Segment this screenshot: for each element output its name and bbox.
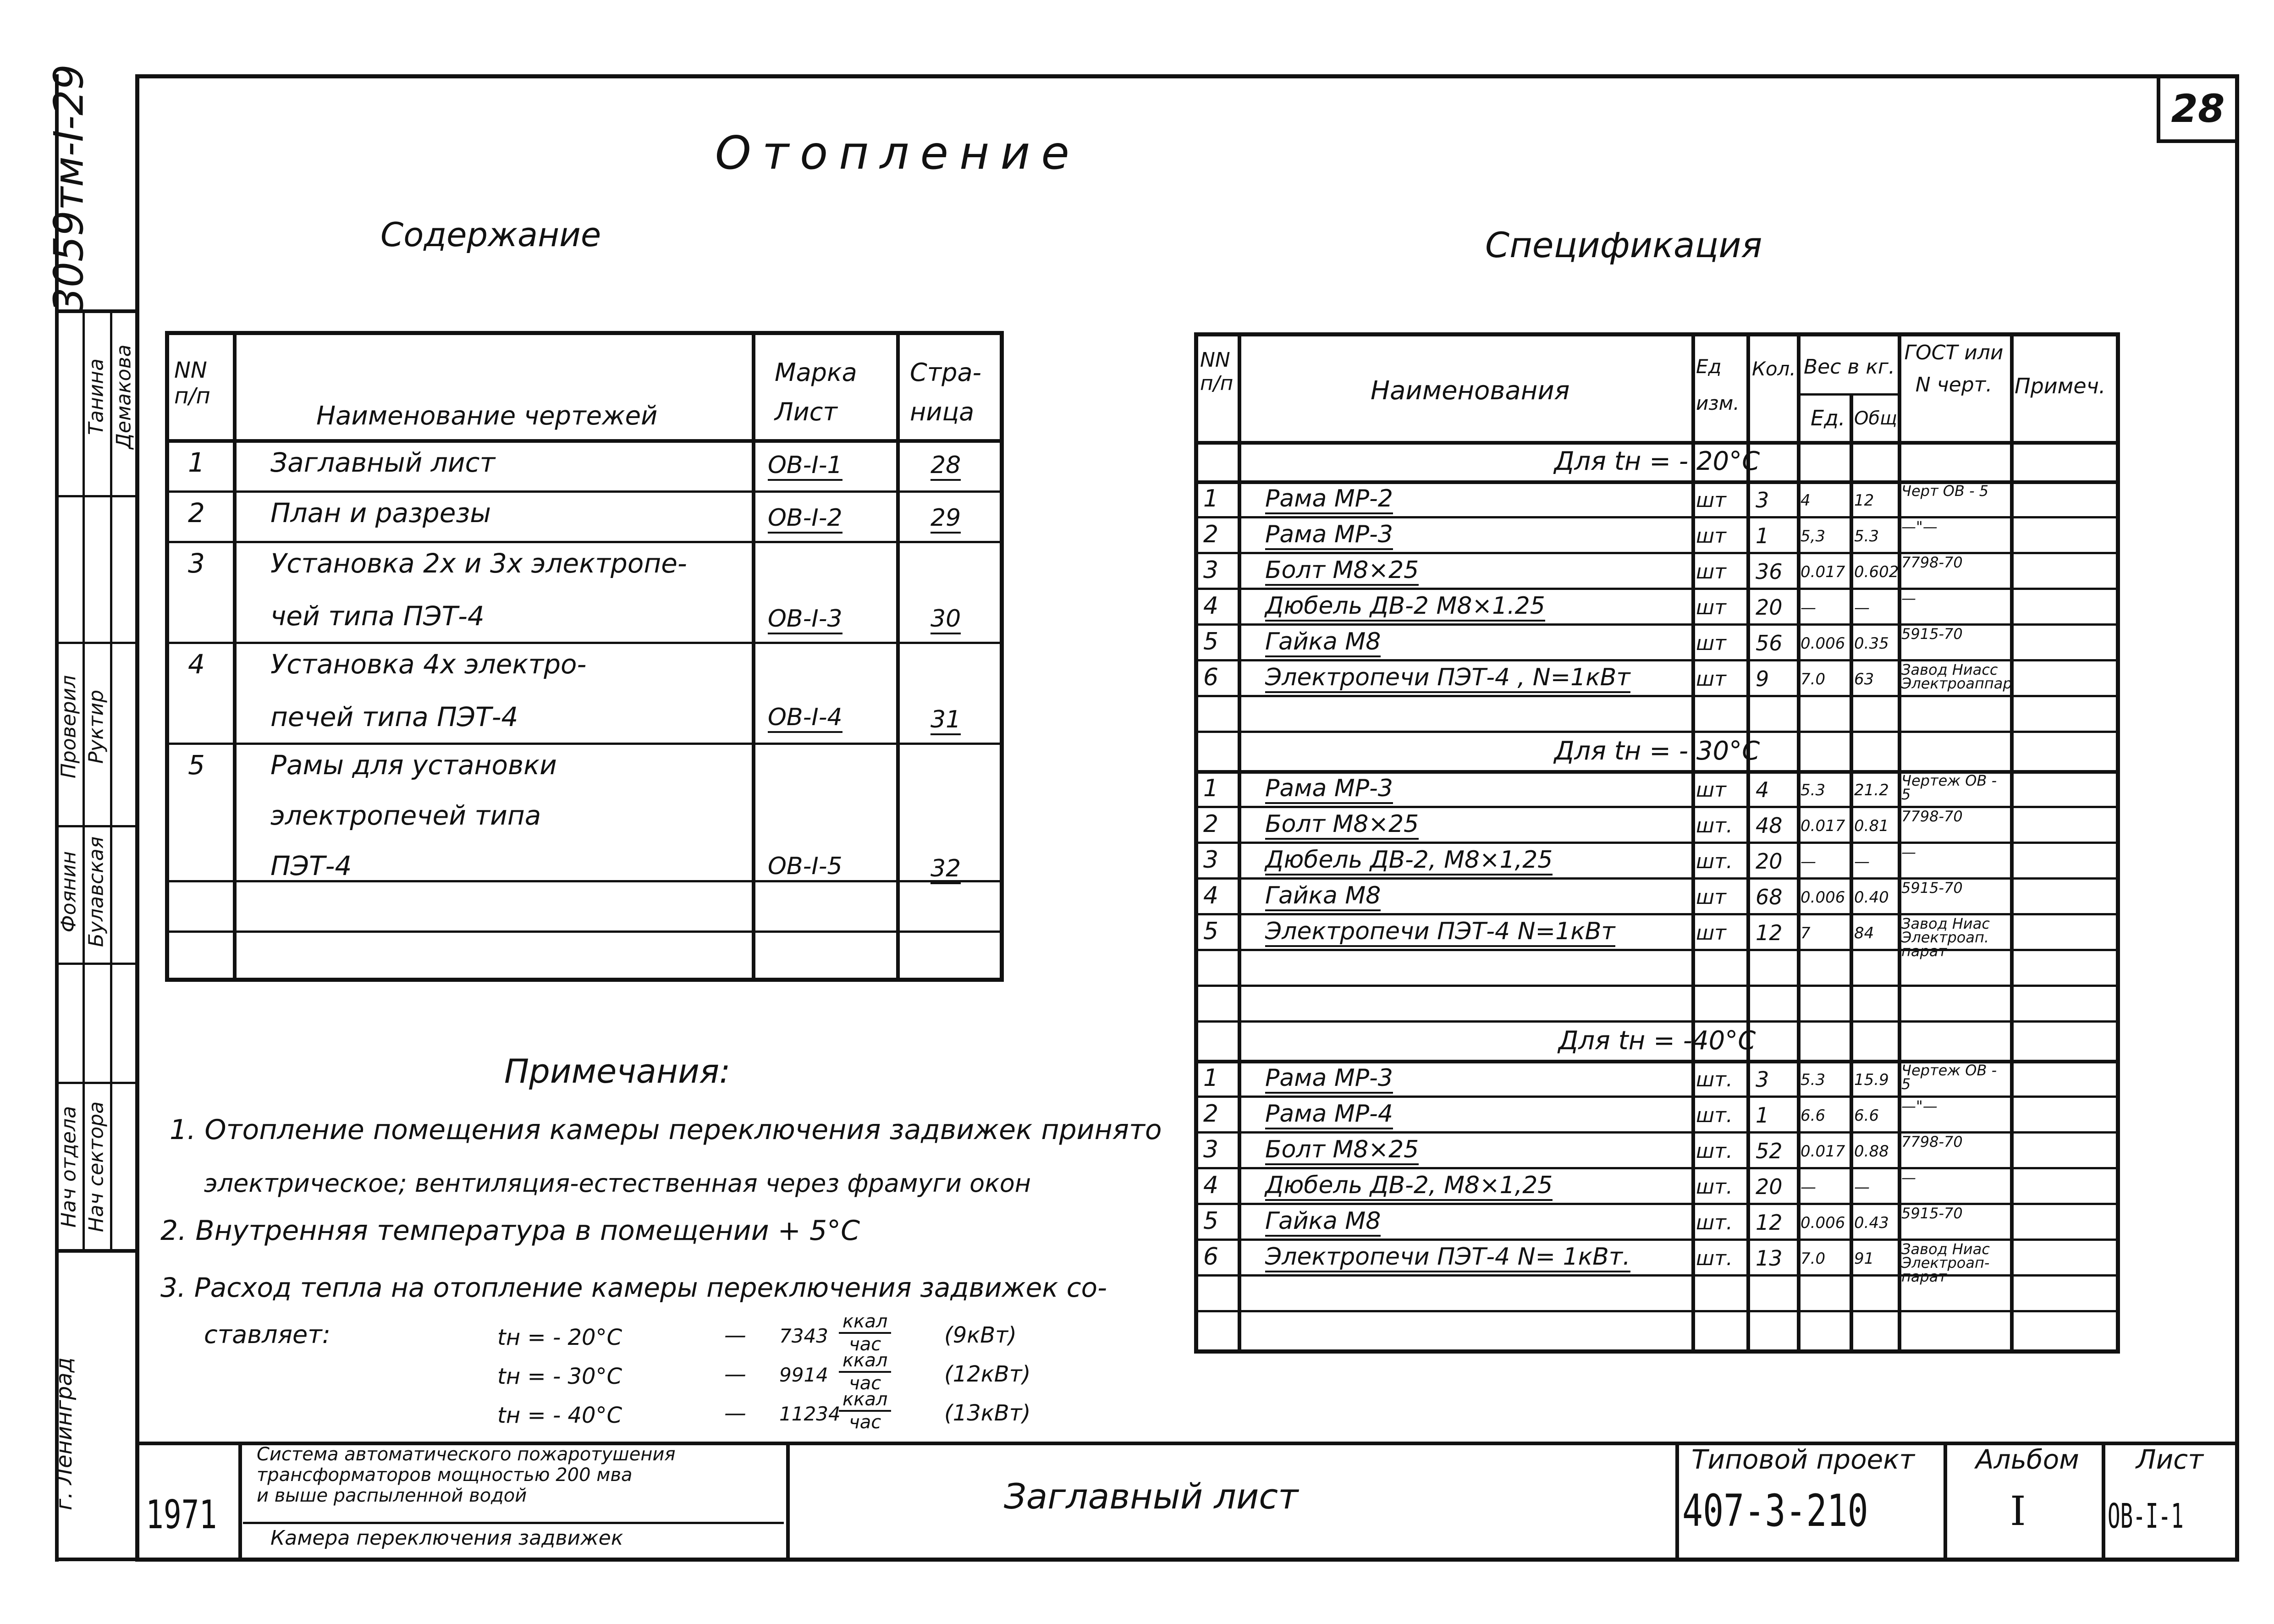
note-2: 2. Внутренняя температура в помещении + 5°С bbox=[160, 1215, 860, 1247]
spec-g3-r5-name: Гайка М8 bbox=[1265, 1207, 1381, 1237]
spec-rule bbox=[1194, 842, 2120, 844]
spec-g1-r3-n: 3 bbox=[1203, 556, 1219, 584]
calc-1-value: 7343 bbox=[779, 1325, 828, 1347]
contents-row-5-n: 5 bbox=[188, 749, 205, 781]
contents-row-3-page: 30 bbox=[931, 605, 961, 634]
contents-row-1-mark: ОВ-I-1 bbox=[768, 451, 842, 481]
spec-head-qty: Кол. bbox=[1752, 358, 1796, 380]
spec-g2-r5-unit: шт bbox=[1696, 921, 1726, 945]
contents-row-5-page: 32 bbox=[931, 855, 961, 884]
contents-row-3-n: 3 bbox=[188, 548, 205, 579]
spec-g3-r3-qty: 52 bbox=[1756, 1139, 1783, 1163]
sidebar-name-3: Фоянин bbox=[57, 851, 81, 933]
spec-g1-r2-w-unit: 5,3 bbox=[1800, 527, 1826, 545]
sidebar-bottom-rule bbox=[55, 1249, 135, 1253]
spec-g2-r1-w-unit: 5.3 bbox=[1800, 781, 1826, 799]
spec-g3-r1-n: 1 bbox=[1203, 1064, 1219, 1092]
sidebar-role-3: Проверил bbox=[57, 675, 81, 779]
spec-head-weight: Вес в кг. bbox=[1804, 355, 1895, 379]
calc-3-value: 11234 bbox=[779, 1403, 841, 1425]
spec-g3-r5-unit: шт. bbox=[1696, 1211, 1733, 1234]
page-number-box bbox=[2157, 74, 2239, 143]
note-1a: 1. Отопление помещения камеры переключения задвижек принято bbox=[170, 1114, 1162, 1146]
contents-row-1-name: Заглавный лист bbox=[270, 447, 496, 478]
sidebar-rule-1 bbox=[55, 495, 135, 497]
note-3b: ставляет: bbox=[204, 1320, 330, 1349]
spec-rule bbox=[1194, 877, 2120, 880]
sidebar-role-1: Нач отдела bbox=[57, 1106, 81, 1228]
spec-g2-r1-gost: Чертеж ОВ - 5 bbox=[1901, 772, 1997, 803]
spec-g1-r3-gost: 7798-70 bbox=[1901, 554, 1963, 571]
contents-head-name: Наименование чертежей bbox=[316, 401, 658, 431]
spec-g2-r5-gost: Завод Ниас Электроап. парат bbox=[1901, 915, 1990, 960]
contents-heading: Содержание bbox=[380, 215, 601, 254]
spec-g2-r4-w-total: 0.40 bbox=[1854, 888, 1889, 907]
city-label: г. Ленинград bbox=[51, 1357, 77, 1510]
spec-g2-r2-n: 2 bbox=[1203, 810, 1219, 838]
spec-g3-r6-gost: Завод Ниас Электроап- парат bbox=[1901, 1240, 1990, 1285]
contents-row-1-page: 28 bbox=[931, 451, 961, 481]
contents-row-2-page: 29 bbox=[931, 504, 961, 534]
spec-rule bbox=[1194, 516, 2120, 518]
spec-g3-r3-name: Болт М8×25 bbox=[1265, 1136, 1419, 1165]
spec-g1-r2-gost: —"— bbox=[1901, 518, 1938, 535]
contents-row-4-name: Установка 4х электро- bbox=[270, 649, 587, 680]
contents-row-5-name-3: ПЭТ-4 bbox=[270, 850, 352, 881]
calc-1-unit: ккал час bbox=[839, 1311, 891, 1355]
spec-g3-r4-w-total: — bbox=[1854, 1178, 1870, 1196]
spec-g3-r4-gost: — bbox=[1901, 1169, 1916, 1186]
spec-g2-r4-w-unit: 0.006 bbox=[1800, 888, 1845, 907]
spec-g1-r6-unit: шт bbox=[1696, 667, 1726, 691]
spec-g2-r5-n: 5 bbox=[1203, 918, 1219, 945]
sidebar-name-4: Булавская bbox=[84, 836, 108, 947]
sidebar-role-2: Нач сектора bbox=[84, 1101, 108, 1233]
spec-g3-r5-w-total: 0.43 bbox=[1854, 1214, 1889, 1232]
spec-g3-r1-gost: Чертеж ОВ - 5 bbox=[1901, 1062, 1997, 1093]
spec-g1-r6-n: 6 bbox=[1203, 664, 1219, 691]
contents-row-2-name: План и разрезы bbox=[270, 497, 491, 528]
spec-g1-r4-unit: шт bbox=[1696, 596, 1726, 619]
spec-g2-r4-qty: 68 bbox=[1756, 885, 1783, 909]
spec-g3-r2-unit: шт. bbox=[1696, 1104, 1733, 1127]
spec-g1-r1-qty: 3 bbox=[1756, 488, 1769, 512]
contents-row-4-name-2: печей типа ПЭТ-4 bbox=[270, 701, 518, 732]
spec-g3-r1-name: Рама МР-3 bbox=[1265, 1064, 1393, 1094]
spec-head-w-unit: Ед. bbox=[1811, 406, 1845, 430]
spec-rule bbox=[1194, 1096, 2120, 1098]
spec-g2-r1-n: 1 bbox=[1203, 775, 1219, 802]
spec-g3-r6-unit: шт. bbox=[1696, 1247, 1733, 1270]
spec-group-3-title: Для tн = -40°С bbox=[1558, 1026, 1756, 1056]
spec-g2-r3-qty: 20 bbox=[1756, 849, 1783, 874]
spec-g2-r1-unit: шт bbox=[1696, 778, 1726, 802]
spec-rule bbox=[1194, 731, 2120, 733]
contents-row-5-name: Рамы для установки bbox=[270, 749, 557, 781]
spec-g2-r5-name: Электропечи ПЭТ-4 N=1кВт bbox=[1265, 918, 1615, 947]
spec-g3-r3-w-unit: 0.017 bbox=[1800, 1142, 1845, 1161]
spec-g2-r2-name: Болт М8×25 bbox=[1265, 810, 1419, 840]
spec-g3-r1-w-total: 15.9 bbox=[1854, 1071, 1889, 1089]
spec-group-1-title: Для tн = - 20°С bbox=[1554, 446, 1760, 476]
spec-g1-r4-w-total: — bbox=[1854, 599, 1870, 617]
notes-heading: Примечания: bbox=[504, 1052, 731, 1090]
spec-g2-r5-w-total: 84 bbox=[1854, 924, 1874, 942]
spec-g1-r6-qty: 9 bbox=[1756, 666, 1769, 691]
spec-rule bbox=[1194, 623, 2120, 626]
spec-g1-r5-qty: 56 bbox=[1756, 631, 1783, 655]
sidebar-rule-4 bbox=[55, 963, 135, 965]
spec-g3-r5-n: 5 bbox=[1203, 1207, 1219, 1235]
sidebar-top-rule bbox=[55, 309, 135, 313]
spec-g3-r3-unit: шт. bbox=[1696, 1140, 1733, 1163]
page-number: 28 bbox=[2171, 86, 2225, 131]
spec-heading: Спецификация bbox=[1485, 225, 1762, 265]
contents-row-3-name: Установка 2х и 3х электропе- bbox=[270, 548, 687, 579]
contents-head-nn: NN п/п bbox=[174, 358, 210, 409]
spec-g1-r4-w-unit: — bbox=[1800, 599, 1816, 617]
stamp-year: 1971 bbox=[146, 1492, 217, 1538]
spec-g1-r2-n: 2 bbox=[1203, 521, 1219, 548]
calc-2-dash: — bbox=[724, 1361, 746, 1387]
spec-g1-r4-name: Дюбель ДВ-2 М8×1.25 bbox=[1265, 592, 1545, 622]
spec-g3-r5-w-unit: 0.006 bbox=[1800, 1214, 1845, 1232]
spec-g2-r3-unit: шт. bbox=[1696, 850, 1733, 873]
spec-rule bbox=[1194, 1131, 2120, 1134]
stamp-system-2: трансформаторов мощностью 200 мва bbox=[257, 1464, 633, 1486]
stamp-album-label: Альбом bbox=[1976, 1444, 2079, 1475]
spec-g3-r2-w-unit: 6.6 bbox=[1800, 1107, 1826, 1125]
spec-g3-r6-name: Электропечи ПЭТ-4 N= 1кВт. bbox=[1265, 1243, 1630, 1272]
spec-g1-r2-name: Рама МР-3 bbox=[1265, 521, 1393, 550]
spec-g1-r4-qty: 20 bbox=[1756, 595, 1783, 620]
calc-1-dash: — bbox=[724, 1322, 746, 1348]
calc-1-temp: tн = - 20°С bbox=[497, 1325, 622, 1350]
spec-g3-r5-gost: 5915-70 bbox=[1901, 1205, 1963, 1222]
spec-head-name: Наименования bbox=[1371, 376, 1570, 406]
spec-head-note: Примеч. bbox=[2015, 374, 2106, 398]
sidebar-name-1: Танина bbox=[84, 358, 108, 435]
spec-g1-r6-name: Электропечи ПЭТ-4 , N=1кВт bbox=[1265, 664, 1630, 693]
contents-row-5-mark: ОВ-I-5 bbox=[768, 853, 842, 882]
spec-g1-r3-w-total: 0.602 bbox=[1854, 563, 1899, 581]
spec-g1-r3-w-unit: 0.017 bbox=[1800, 563, 1845, 581]
spec-g1-r4-n: 4 bbox=[1203, 592, 1219, 620]
spec-g2-r1-w-total: 21.2 bbox=[1854, 781, 1889, 799]
calc-3-dash: — bbox=[724, 1400, 746, 1426]
spec-rule bbox=[1194, 806, 2120, 808]
spec-g2-r3-gost: — bbox=[1901, 843, 1916, 861]
spec-rule bbox=[1194, 1167, 2120, 1169]
spec-g2-r2-w-total: 0.81 bbox=[1854, 817, 1889, 835]
calc-2-temp: tн = - 30°С bbox=[497, 1364, 622, 1389]
spec-g2-r3-n: 3 bbox=[1203, 846, 1219, 874]
spec-head-w-total: Общ. bbox=[1854, 408, 1903, 429]
spec-group-2-title: Для tн = - 30°С bbox=[1554, 736, 1760, 766]
contents-row-4-page: 31 bbox=[931, 706, 961, 735]
spec-g3-r1-w-unit: 5.3 bbox=[1800, 1071, 1826, 1089]
spec-g1-r1-unit: шт bbox=[1696, 489, 1726, 512]
note-1b: электрическое; вентиляция-естественная через фрамуги окон bbox=[204, 1169, 1031, 1198]
calc-2-kw: (12кВт) bbox=[944, 1361, 1031, 1387]
side-code: 3059тм-I-29 bbox=[45, 64, 93, 314]
stamp-project-no: 407-3-210 bbox=[1682, 1485, 1868, 1536]
contents-row-5-name-2: электропечей типа bbox=[270, 800, 541, 831]
contents-head-mark: Марка Лист bbox=[775, 358, 857, 426]
spec-g3-r2-qty: 1 bbox=[1756, 1103, 1769, 1128]
spec-g1-r5-unit: шт bbox=[1696, 632, 1726, 655]
spec-rule bbox=[1194, 1203, 2120, 1205]
spec-g3-r4-w-unit: — bbox=[1800, 1178, 1816, 1196]
spec-rule bbox=[1194, 588, 2120, 590]
spec-g1-r4-gost: — bbox=[1901, 589, 1916, 607]
stamp-chamber: Камера переключения задвижек bbox=[270, 1526, 623, 1550]
calc-2-unit: ккал час bbox=[839, 1350, 891, 1394]
spec-g2-r4-unit: шт bbox=[1696, 886, 1726, 909]
spec-g3-r2-name: Рама МР-4 bbox=[1265, 1100, 1393, 1129]
contents-row-3-name-2: чей типа ПЭТ-4 bbox=[270, 600, 485, 632]
sidebar-name-2: Демакова bbox=[112, 344, 136, 449]
spec-g3-r3-w-total: 0.88 bbox=[1854, 1142, 1889, 1161]
spec-head-gost: ГОСТ или N черт. bbox=[1904, 341, 2004, 396]
spec-g3-r1-qty: 3 bbox=[1756, 1067, 1769, 1092]
spec-g1-r2-qty: 1 bbox=[1756, 523, 1769, 548]
spec-g2-r1-name: Рама МР-3 bbox=[1265, 775, 1393, 804]
spec-g1-r6-w-total: 63 bbox=[1854, 670, 1874, 688]
spec-g1-r2-w-total: 5.3 bbox=[1854, 527, 1879, 545]
spec-g2-r1-qty: 4 bbox=[1756, 777, 1769, 802]
spec-g3-r6-qty: 13 bbox=[1756, 1246, 1783, 1271]
spec-g3-r6-w-total: 91 bbox=[1854, 1250, 1874, 1268]
spec-head-unit: Ед изм. bbox=[1696, 355, 1740, 414]
spec-g2-r3-name: Дюбель ДВ-2, М8×1,25 bbox=[1265, 846, 1553, 875]
spec-g2-r2-w-unit: 0.017 bbox=[1800, 817, 1845, 835]
spec-g3-r3-n: 3 bbox=[1203, 1136, 1219, 1163]
spec-g3-r3-gost: 7798-70 bbox=[1901, 1133, 1963, 1151]
spec-g1-r1-w-unit: 4 bbox=[1800, 491, 1811, 510]
spec-g2-r3-w-total: — bbox=[1854, 853, 1870, 871]
contents-row-2-n: 2 bbox=[188, 497, 205, 528]
spec-g2-r2-unit: шт. bbox=[1696, 814, 1733, 837]
spec-g2-r5-w-unit: 7 bbox=[1800, 924, 1811, 942]
calc-3-unit: ккал час bbox=[839, 1389, 891, 1433]
contents-row-4-mark: ОВ-I-4 bbox=[768, 704, 842, 733]
calc-3-kw: (13кВт) bbox=[944, 1400, 1031, 1426]
spec-g1-r3-name: Болт М8×25 bbox=[1265, 556, 1419, 586]
spec-g3-r4-n: 4 bbox=[1203, 1172, 1219, 1199]
note-3a: 3. Расход тепла на отопление камеры переключения задвижек со- bbox=[160, 1272, 1107, 1303]
spec-g2-r5-qty: 12 bbox=[1756, 920, 1783, 945]
spec-rule bbox=[1194, 985, 2120, 987]
stamp-system-3: и выше распыленной водой bbox=[257, 1485, 527, 1506]
spec-g1-r5-n: 5 bbox=[1203, 628, 1219, 655]
calc-1-kw: (9кВт) bbox=[944, 1322, 1017, 1348]
spec-rule bbox=[1194, 552, 2120, 554]
spec-g3-r6-n: 6 bbox=[1203, 1243, 1219, 1271]
sidebar-rule-5 bbox=[55, 1082, 135, 1084]
spec-g2-r2-qty: 48 bbox=[1756, 813, 1783, 838]
spec-g3-r6-w-unit: 7.0 bbox=[1800, 1250, 1826, 1268]
spec-g1-r3-qty: 36 bbox=[1756, 559, 1783, 584]
spec-g1-r5-name: Гайка М8 bbox=[1265, 628, 1381, 657]
sidebar-role-4: Руктир bbox=[84, 689, 108, 764]
spec-rule bbox=[1194, 949, 2120, 951]
spec-g3-r4-qty: 20 bbox=[1756, 1174, 1783, 1199]
bottom-edge-line bbox=[55, 1558, 135, 1561]
spec-g1-r1-name: Рама МР-2 bbox=[1265, 485, 1393, 514]
spec-g1-r5-gost: 5915-70 bbox=[1901, 625, 1963, 643]
stamp-project-label: Типовой проект bbox=[1691, 1444, 1915, 1475]
spec-g2-r4-n: 4 bbox=[1203, 882, 1219, 909]
spec-g2-r2-gost: 7798-70 bbox=[1901, 808, 1963, 825]
spec-g3-r2-w-total: 6.6 bbox=[1854, 1107, 1879, 1125]
spec-g1-r6-w-unit: 7.0 bbox=[1800, 670, 1826, 688]
stamp-album-no: I bbox=[2010, 1487, 2026, 1535]
spec-rule bbox=[1194, 1274, 2120, 1277]
spec-g1-r1-gost: Черт ОВ - 5 bbox=[1901, 482, 1989, 500]
contents-head-page: Стра- ница bbox=[910, 358, 982, 426]
spec-head-nn: NN п/п bbox=[1200, 348, 1233, 395]
page-title: Отопление bbox=[715, 126, 1080, 180]
contents-row-1-n: 1 bbox=[188, 447, 205, 478]
spec-rule bbox=[1194, 1020, 2120, 1023]
calc-2-value: 9914 bbox=[779, 1364, 828, 1386]
spec-g3-r2-gost: —"— bbox=[1901, 1097, 1938, 1115]
spec-rule bbox=[1194, 1310, 2120, 1312]
spec-g1-r2-unit: шт bbox=[1696, 524, 1726, 548]
spec-g1-r3-unit: шт bbox=[1696, 560, 1726, 584]
spec-g1-r5-w-total: 0.35 bbox=[1854, 634, 1889, 653]
spec-g1-r1-w-total: 12 bbox=[1854, 491, 1874, 510]
spec-g1-r6-gost: Завод Ниасс Электроаппар bbox=[1901, 661, 2012, 692]
spec-g2-r4-gost: 5915-70 bbox=[1901, 879, 1963, 897]
spec-g3-r5-qty: 12 bbox=[1756, 1210, 1783, 1235]
sidebar-rule-2 bbox=[55, 642, 135, 644]
spec-g2-r3-w-unit: — bbox=[1800, 853, 1816, 871]
spec-g3-r4-name: Дюбель ДВ-2, М8×1,25 bbox=[1265, 1172, 1553, 1201]
spec-rule bbox=[1194, 695, 2120, 697]
stamp-sheet-no: ОВ-I-1 bbox=[2108, 1497, 2184, 1536]
stamp-sheet-label: Лист bbox=[2136, 1444, 2203, 1475]
contents-row-4-n: 4 bbox=[188, 649, 205, 680]
spec-g1-r1-n: 1 bbox=[1203, 485, 1219, 512]
spec-g3-r2-n: 2 bbox=[1203, 1100, 1219, 1128]
stamp-system-1: Система автоматического пожаротушения bbox=[257, 1444, 676, 1465]
spec-g3-r4-unit: шт. bbox=[1696, 1175, 1733, 1199]
contents-row-2-mark: ОВ-I-2 bbox=[768, 504, 842, 534]
spec-g1-r5-w-unit: 0.006 bbox=[1800, 634, 1845, 653]
calc-3-temp: tн = - 40°С bbox=[497, 1403, 622, 1428]
spec-g2-r4-name: Гайка М8 bbox=[1265, 882, 1381, 911]
contents-row-3-mark: ОВ-I-3 bbox=[768, 605, 842, 634]
stamp-sheet-title: Заглавный лист bbox=[1004, 1476, 1299, 1517]
spec-g3-r1-unit: шт. bbox=[1696, 1068, 1733, 1091]
